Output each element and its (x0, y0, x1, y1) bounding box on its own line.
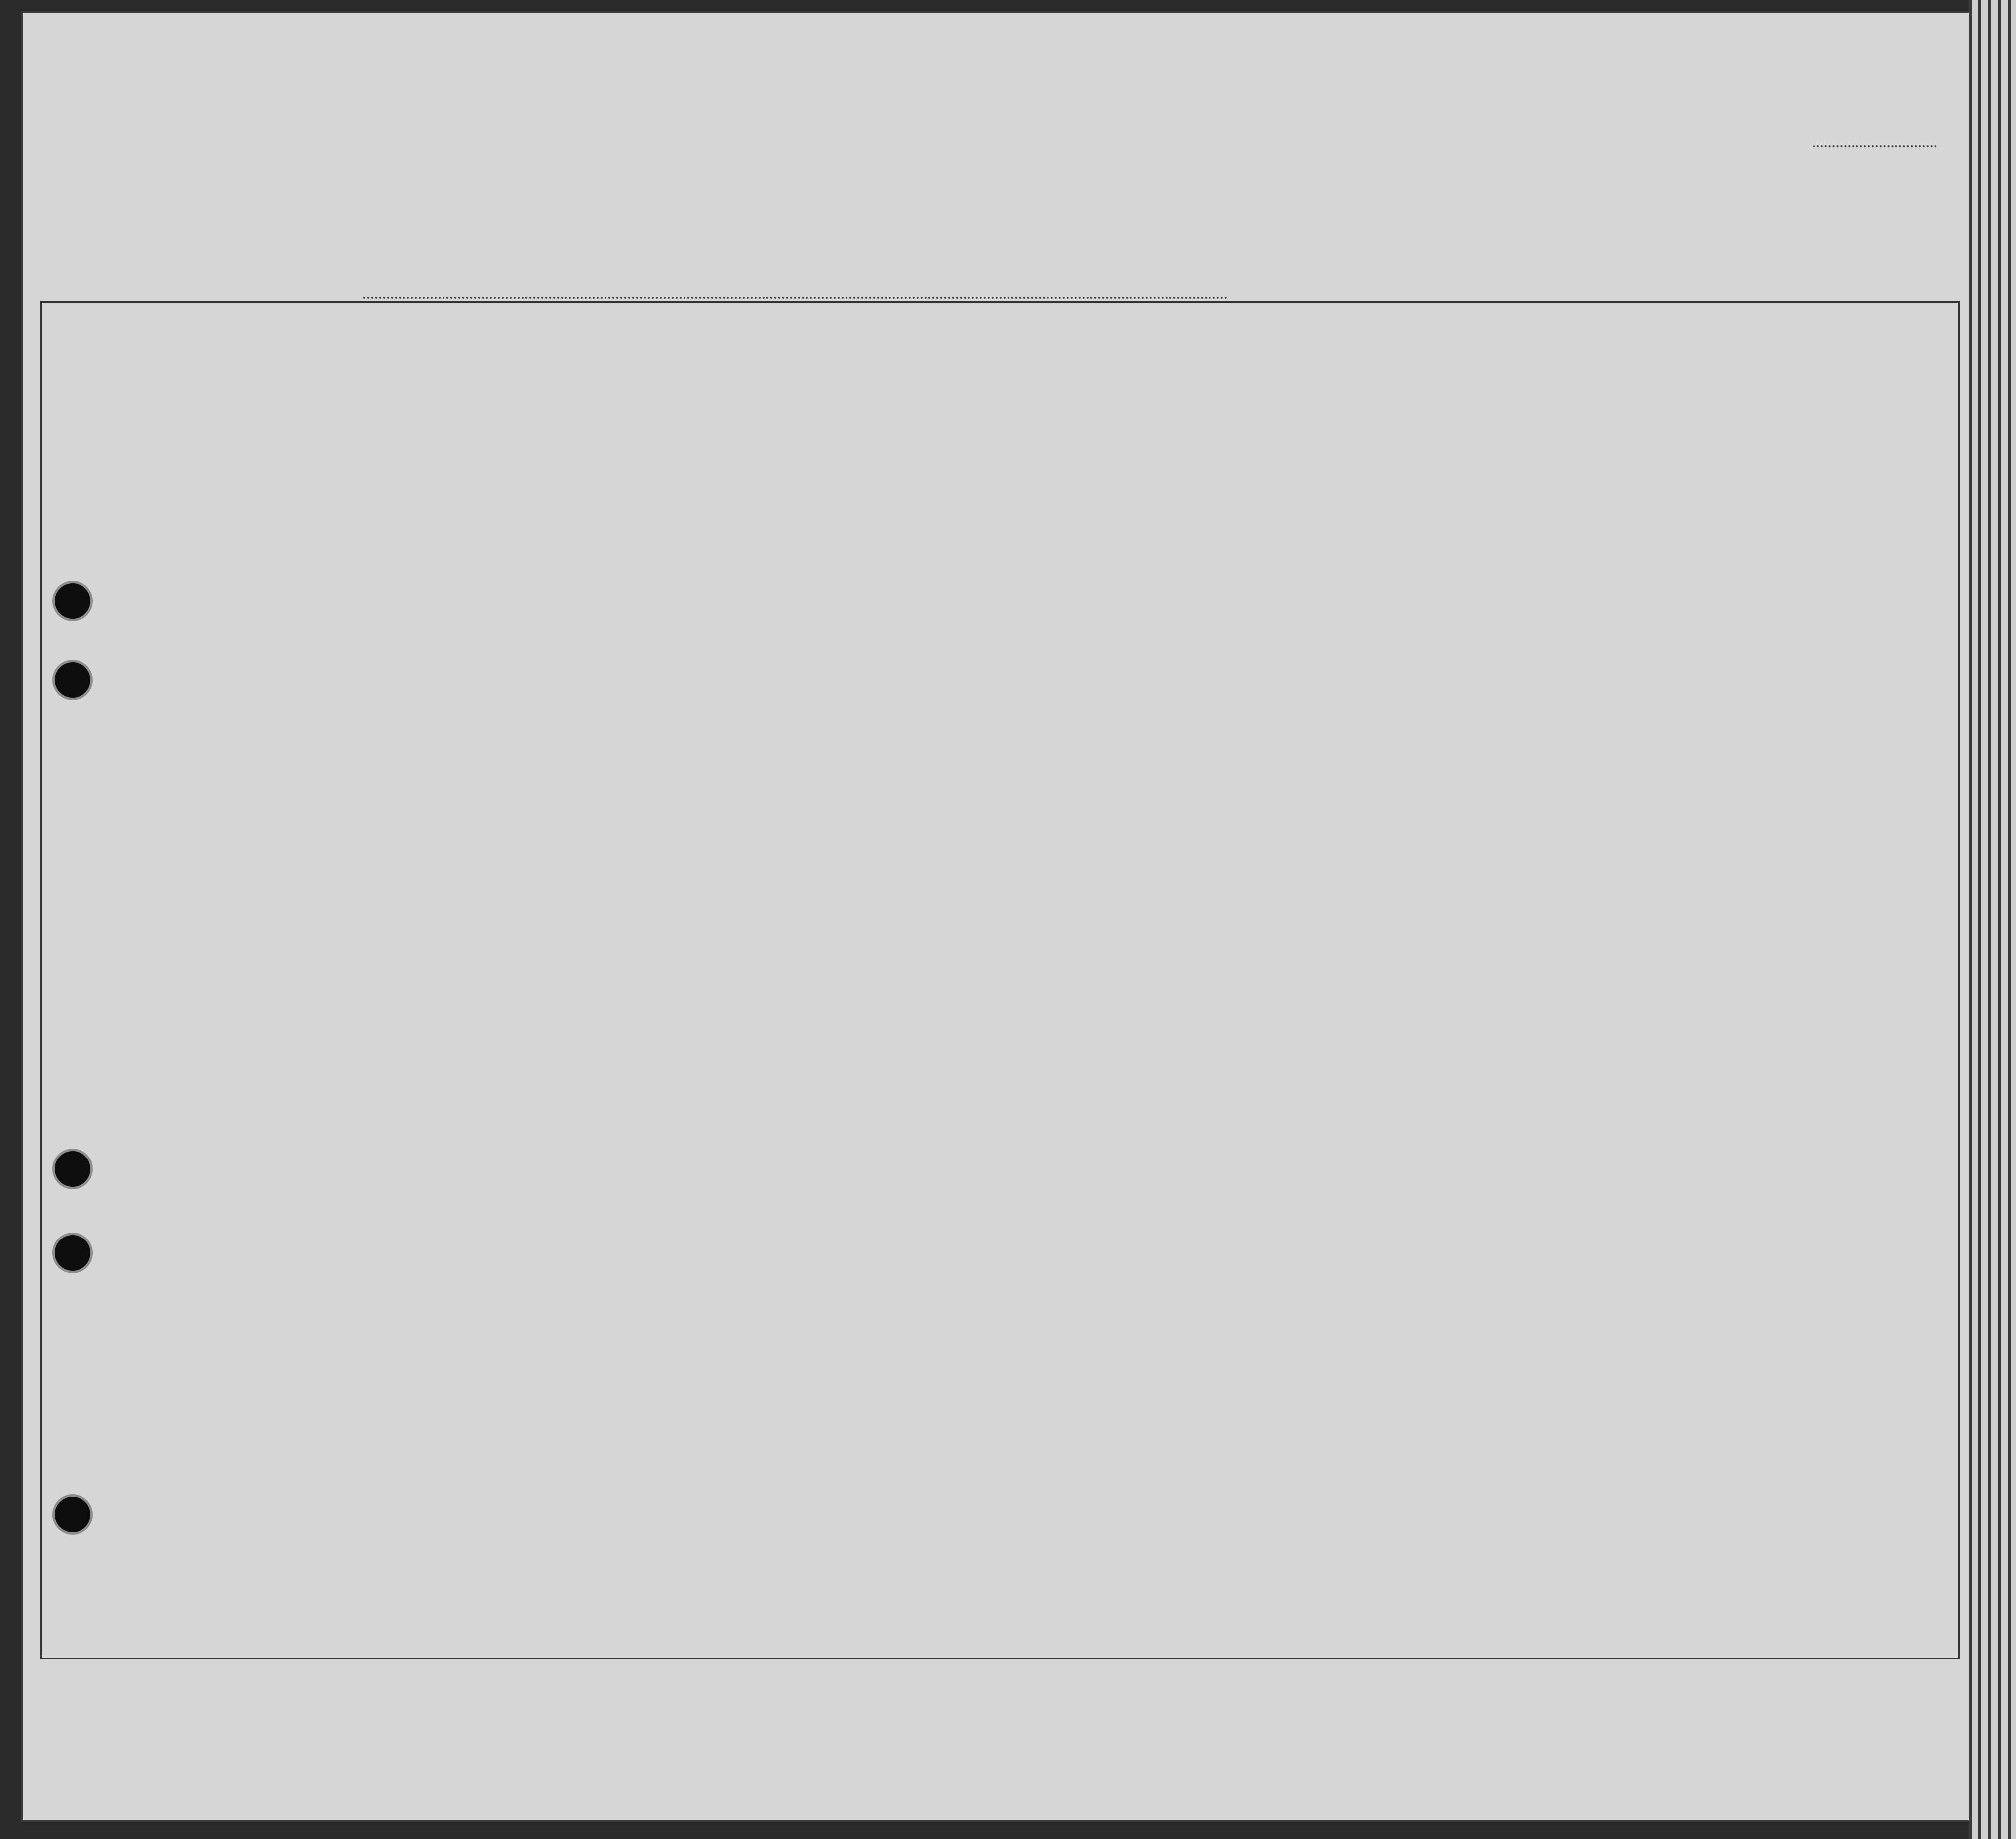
manifest-table (40, 301, 1960, 1659)
list-line (1813, 145, 1936, 147)
page-edge (1969, 0, 2016, 1839)
manifest-sheet (23, 13, 1976, 1820)
port-line (363, 297, 1228, 299)
